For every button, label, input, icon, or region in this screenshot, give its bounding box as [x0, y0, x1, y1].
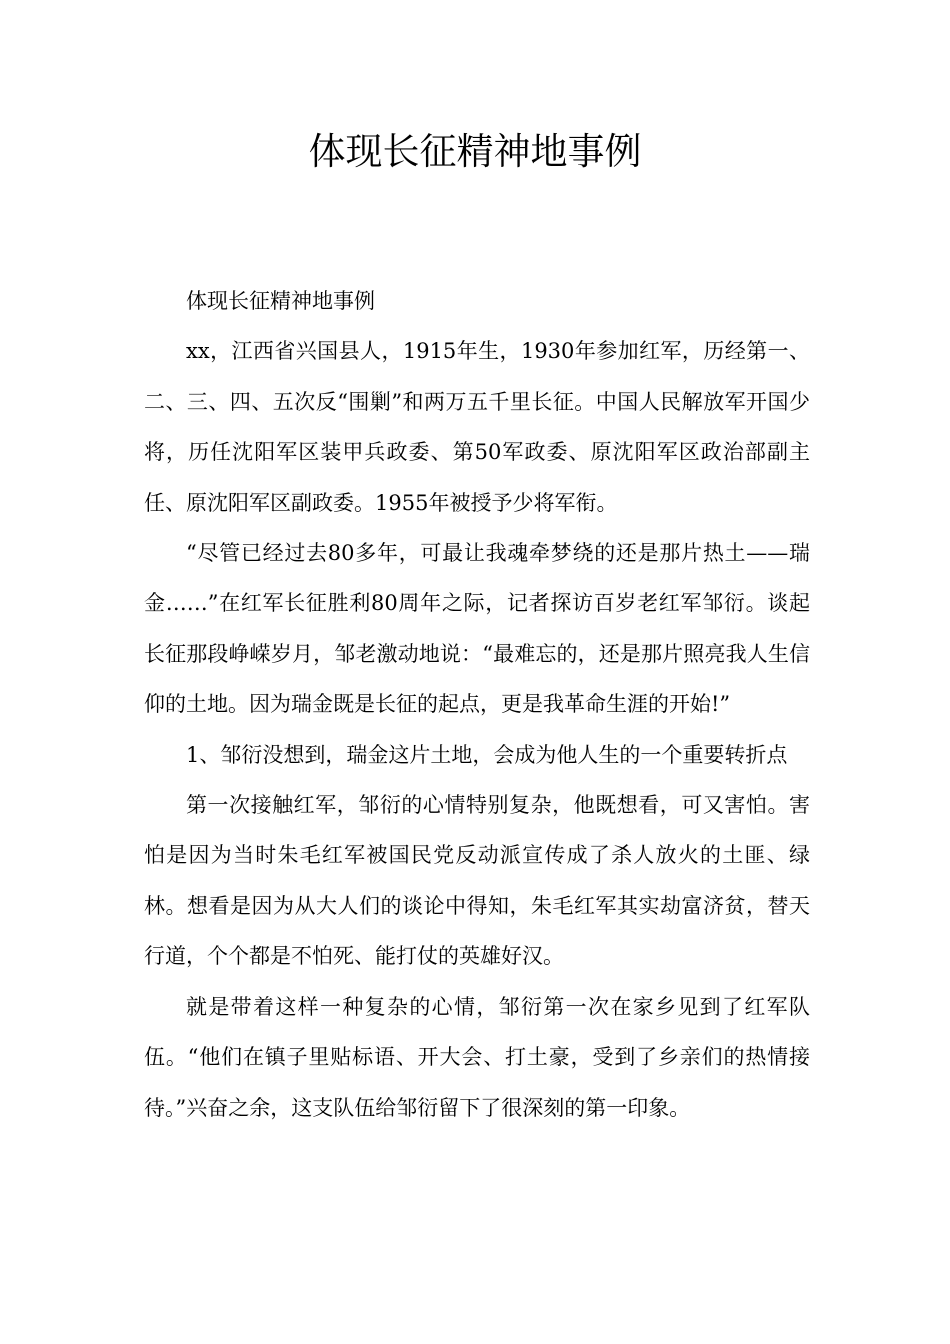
paragraph-first-impression: 就是带着这样一种复杂的心情，邹衍第一次在家乡见到了红军队伍。“他们在镇子里贴标语、开大会、打土豪，受到了乡亲们的热情接待。”兴奋之余，这支队伍给邹衍留下了很深刻的第一印象。 — [144, 994, 810, 1120]
paragraph-first-contact: 第一次接触红军，邹衍的心情特别复杂，他既想看，可又害怕。害怕是因为当时朱毛红军被国民党反动派宣传成了杀人放火的土匪、绿林。想看是因为从大人们的谈论中得知，朱毛红军其实劫富济贫，替天行道，个个都是不怕死、能打仗的英雄好汉。 — [144, 793, 810, 969]
paragraph-biography: xx，江西省兴国县人，1915年生，1930年参加红军，历经第一、二、三、四、五次反“围剿”和两万五千里长征。中国人民解放军开国少将，历任沈阳军区装甲兵政委、第50军政委、原沈阳军区政治部副主任、原沈阳军区副政委。1955年被授予少将军衔。 — [144, 339, 810, 515]
paragraph-subtitle: 体现长征精神地事例 — [186, 289, 375, 313]
document-title: 体现长征精神地事例 — [308, 130, 642, 173]
paragraph-section-heading: 1、邹衍没想到，瑞金这片土地，会成为他人生的一个重要转折点 — [186, 742, 788, 767]
document-body — [144, 276, 810, 1133]
paragraph-quote: “尽管已经过去80多年，可最让我魂牵梦绕的还是那片热土——瑞金……”在红军长征胜利80周年之际，记者探访百岁老红军邹衍。谈起长征那段峥嵘岁月，邹老激动地说：“最难忘的，还是那片照亮我人生信仰的土地。因为瑞金既是长征的起点，更是我革命生涯的开始!” — [144, 541, 810, 717]
